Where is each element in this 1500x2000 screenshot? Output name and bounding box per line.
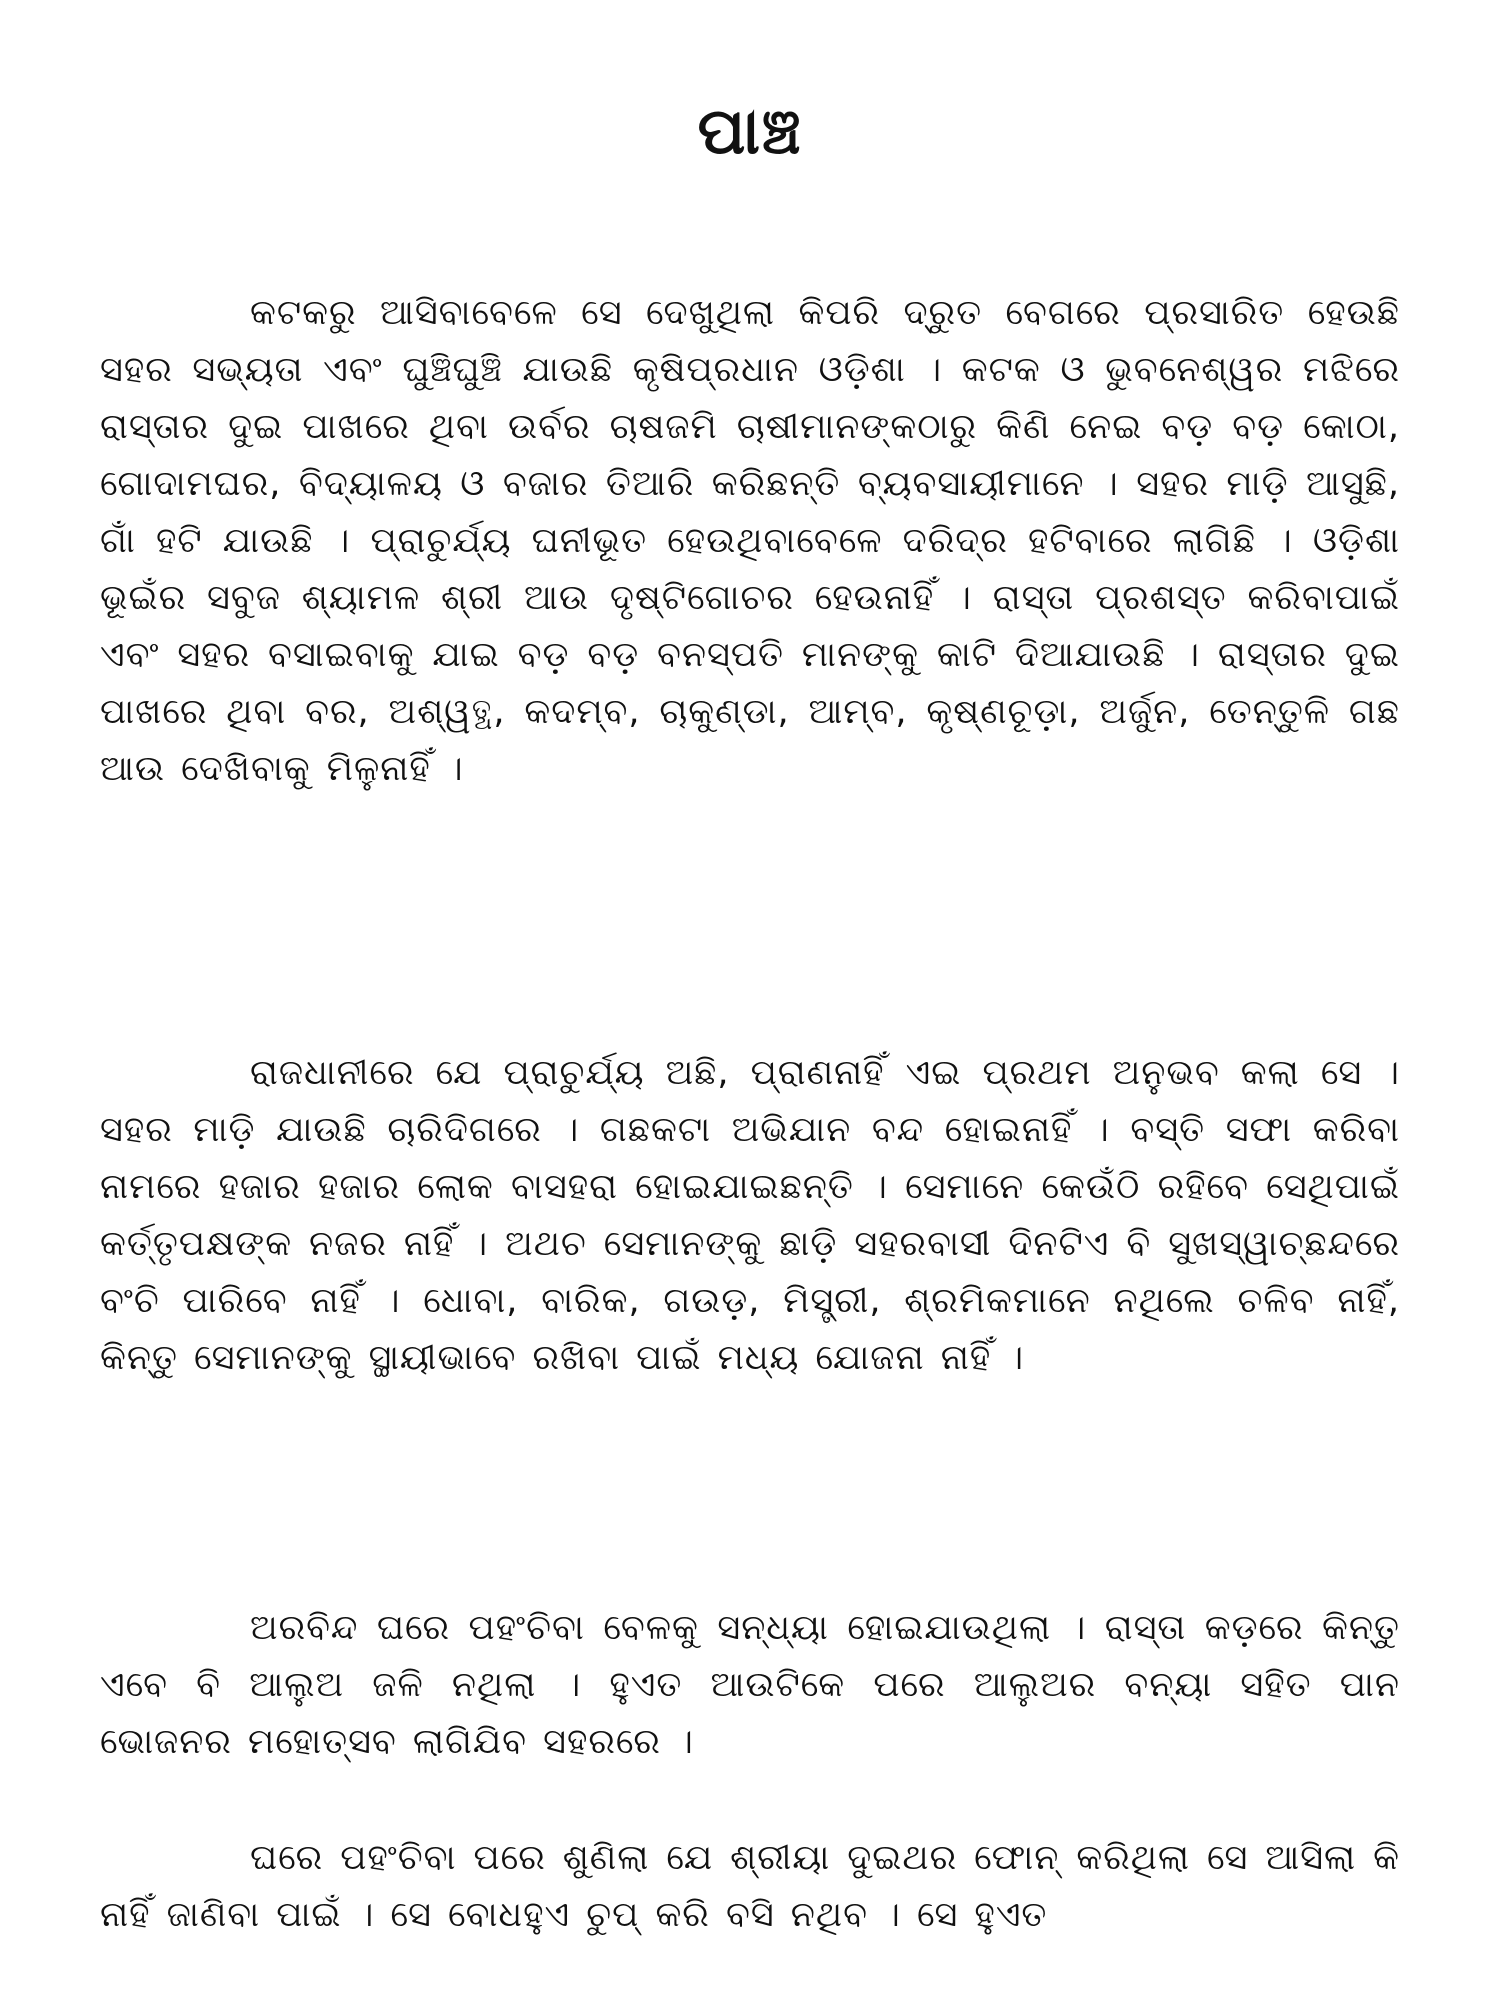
paragraph-1: କଟକରୁ ଆସିବାବେଳେ ସେ ଦେଖୁଥିଲା କିପରି ଦ୍ରୁତ ବେଗରେ ପ୍ରସାରିତ ହେଉଛି ସହର ସଭ୍ୟତା ଏବଂ ଘୁଞ୍ଚିଘୁଞ୍ଚି ଯାଉଛି କୃଷିପ୍ରଧାନ ଓଡ଼ିଶା । କଟକ ଓ ଭୁବନେଶ୍ୱର ମଝିରେ ରାସ୍ତାର ଦୁଇ ପାଖରେ ଥିବା ଉର୍ବର ଚାଷଜମି ଚାଷୀମାନଙ୍କଠାରୁ କିଣି ନେଇ ବଡ଼ ବଡ଼ କୋଠା, ଗୋଦାମଘର, ବିଦ୍ୟାଳୟ ଓ ବଜାର ତିଆରି କରିଛନ୍ତି ବ୍ୟବସାୟୀମାନେ । ସହର ମାଡ଼ି ଆସୁଛି, ଗାଁ ହଟି ଯାଉଛି । ପ୍ରାଚୁର୍ଯ୍ୟ ଘନୀଭୂତ ହେଉଥିବାବେଳେ ଦରିଦ୍ର ହଟିବାରେ ଲାଗିଛି । ଓଡ଼ିଶା ଭୂଇଁର ସବୁଜ ଶ୍ୟାମଳ ଶ୍ରୀ ଆଉ ଦୃଷ୍ଟିଗୋଚର ହେଉନାହିଁ । ରାସ୍ତା ପ୍ରଶସ୍ତ କରିବାପାଇଁ ଏବଂ ସହର ବସାଇବାକୁ ଯାଇ ବଡ଼ ବଡ଼ ବନସ୍ପତି ମାନଙ୍କୁ କାଟି ଦିଆଯାଉଛି । ରାସ୍ତାର ଦୁଇ ପାଖରେ ଥିବା ବର, ଅଶ୍ୱତ୍ଥ, କଦମ୍ବ, ଚାକୁଣ୍ଡା, ଆମ୍ବ, କୃଷ୍ଣଚୂଡ଼ା, ଅର୍ଜୁନ, ତେନ୍ତୁଳି ଗଛ ଆଉ ଦେଖିବାକୁ ମିଳୁନାହିଁ । bbox=[100, 293, 1400, 789]
paragraph-3: ଅରବିନ୍ଦ ଘରେ ପହଂଚିବା ବେଳକୁ ସନ୍ଧ୍ୟା ହୋଇଯାଉଥିଲା । ରାସ୍ତା କଡ଼ରେ କିନ୍ତୁ ଏବେ ବି ଆଲୁଅ ଜଳି ନଥିଲା । ହୁଏତ ଆଉଟିକେ ପରେ ଆଲୁଅର ବନ୍ୟା ସହିତ ପାନ ଭୋଜନର ମହୋତ୍ସବ ଲାଗିଯିବ ସହରରେ । bbox=[100, 1608, 1400, 1762]
paragraph-2: ରାଜଧାନୀରେ ଯେ ପ୍ରାଚୁର୍ଯ୍ୟ ଅଛି, ପ୍ରାଣନାହିଁ ଏଇ ପ୍ରଥମ ଅନୁଭବ କଲା ସେ । ସହର ମାଡ଼ି ଯାଉଛି ଚାରିଦିଗରେ । ଗଛକଟା ଅଭିଯାନ ବନ୍ଦ ହୋଇନାହିଁ । ବସ୍ତି ସଫା କରିବା ନାମରେ ହଜାର ହଜାର ଲୋକ ବାସହରା ହୋଇଯାଇଛନ୍ତି । ସେମାନେ କେଉଁଠି ରହିବେ ସେଥିପାଇଁ କର୍ତ୍ତୃପକ୍ଷଙ୍କ ନଜର ନାହିଁ । ଅଥଚ ସେମାନଙ୍କୁ ଛାଡ଼ି ସହରବାସୀ ଦିନଟିଏ ବି ସୁଖସ୍ୱାଚ୍ଛନ୍ଦରେ ବଂଚି ପାରିବେ ନାହିଁ । ଧୋବା, ବାରିକ, ଗଉଡ଼, ମିସ୍ତ୍ରୀ, ଶ୍ରମିକମାନେ ନଥିଲେ ଚଳିବ ନାହିଁ, କିନ୍ତୁ ସେମାନଙ୍କୁ ସ୍ଥାୟୀଭାବେ ରଖିବା ପାଇଁ ମଧ୍ୟ ଯୋଜନା ନାହିଁ । bbox=[100, 1053, 1400, 1378]
chapter-title: ପାଞ୍ଚ bbox=[697, 95, 803, 169]
paragraph-4: ଘରେ ପହଂଚିବା ପରେ ଶୁଣିଲା ଯେ ଶ୍ରୀୟା ଦୁଇଥର ଫୋନ୍ କରିଥିଲା ସେ ଆସିଲା କି ନାହିଁ ଜାଣିବା ପାଇଁ । ସେ ବୋଧହୁଏ ଚୁପ୍ କରି ବସି ନଥିବ । ସେ ହୁଏତ bbox=[100, 1838, 1400, 1935]
